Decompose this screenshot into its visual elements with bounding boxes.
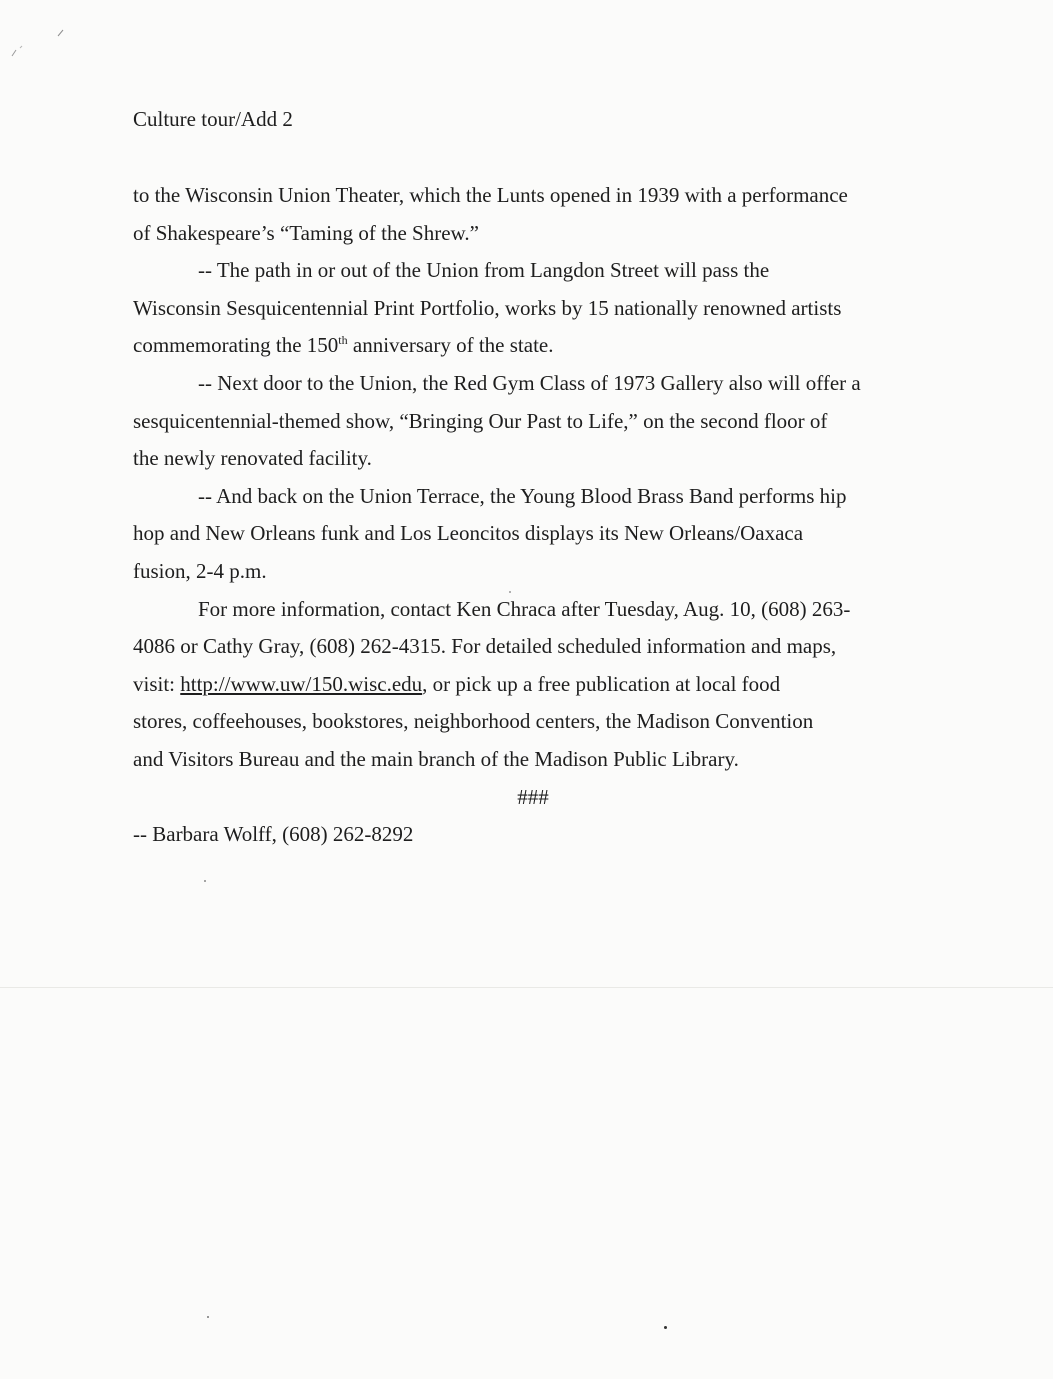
text-fragment: , or pick up a free publication at local food [422,671,781,696]
pencil-mark [10,28,65,58]
article-body [133,177,948,854]
text-line: -- The path in or out of the Union from Langdon Street will pass the [198,258,770,283]
text-line: hop and New Orleans funk and Los Leoncitos displays its New Orleans/Oaxaca [133,521,804,546]
paper-speck [204,880,206,882]
text-line: of Shakespeare’s “Taming of the Shrew.” [133,220,479,245]
paragraph-5 [133,591,948,779]
text-line: 4086 or Cathy Gray, (608) 262-4315. For detailed scheduled information and maps, [133,634,837,659]
text-line [133,327,948,365]
paper-fold-line [0,987,1053,988]
website-link[interactable]: http://www.uw/150.wisc.edu [180,671,423,696]
end-mark: ### [517,784,549,809]
paper-speck [207,1316,209,1318]
paragraph-4 [133,478,948,591]
text-line: Wisconsin Sesquicentennial Print Portfolio, works by 15 nationally renowned artists [133,295,842,320]
paragraph-3 [133,365,948,478]
text-line: -- Next door to the Union, the Red Gym Class of 1973 Gallery also will offer a [198,370,861,395]
paragraph-2 [133,252,948,365]
paragraph-1 [133,177,948,252]
paper-speck [664,1326,667,1329]
text-line: the newly renovated facility. [133,446,372,471]
text-line: and Visitors Bureau and the main branch of the Madison Public Library. [133,746,739,771]
ordinal-suffix: th [338,333,348,348]
text-fragment: commemorating the 150 [133,333,339,358]
signature-line: -- Barbara Wolff, (608) 262-8292 [133,822,414,847]
page-slug: Culture tour/Add 2 [133,107,293,131]
text-line: stores, coffeehouses, bookstores, neighborhood centers, the Madison Convention [133,709,814,734]
text-line: sesquicentennial-themed show, “Bringing Our Past to Life,” on the second floor of [133,408,828,433]
text-line [133,666,948,704]
text-line: For more information, contact Ken Chraca after Tuesday, Aug. 10, (608) 263- [198,596,851,621]
text-line: to the Wisconsin Union Theater, which the Lunts opened in 1939 with a performance [133,183,848,207]
text-fragment: anniversary of the state. [347,333,554,358]
text-fragment: visit: [133,671,181,696]
text-line: -- And back on the Union Terrace, the Young Blood Brass Band performs hip [198,483,847,508]
paper-speck [509,591,511,593]
text-line: fusion, 2-4 p.m. [133,558,267,583]
